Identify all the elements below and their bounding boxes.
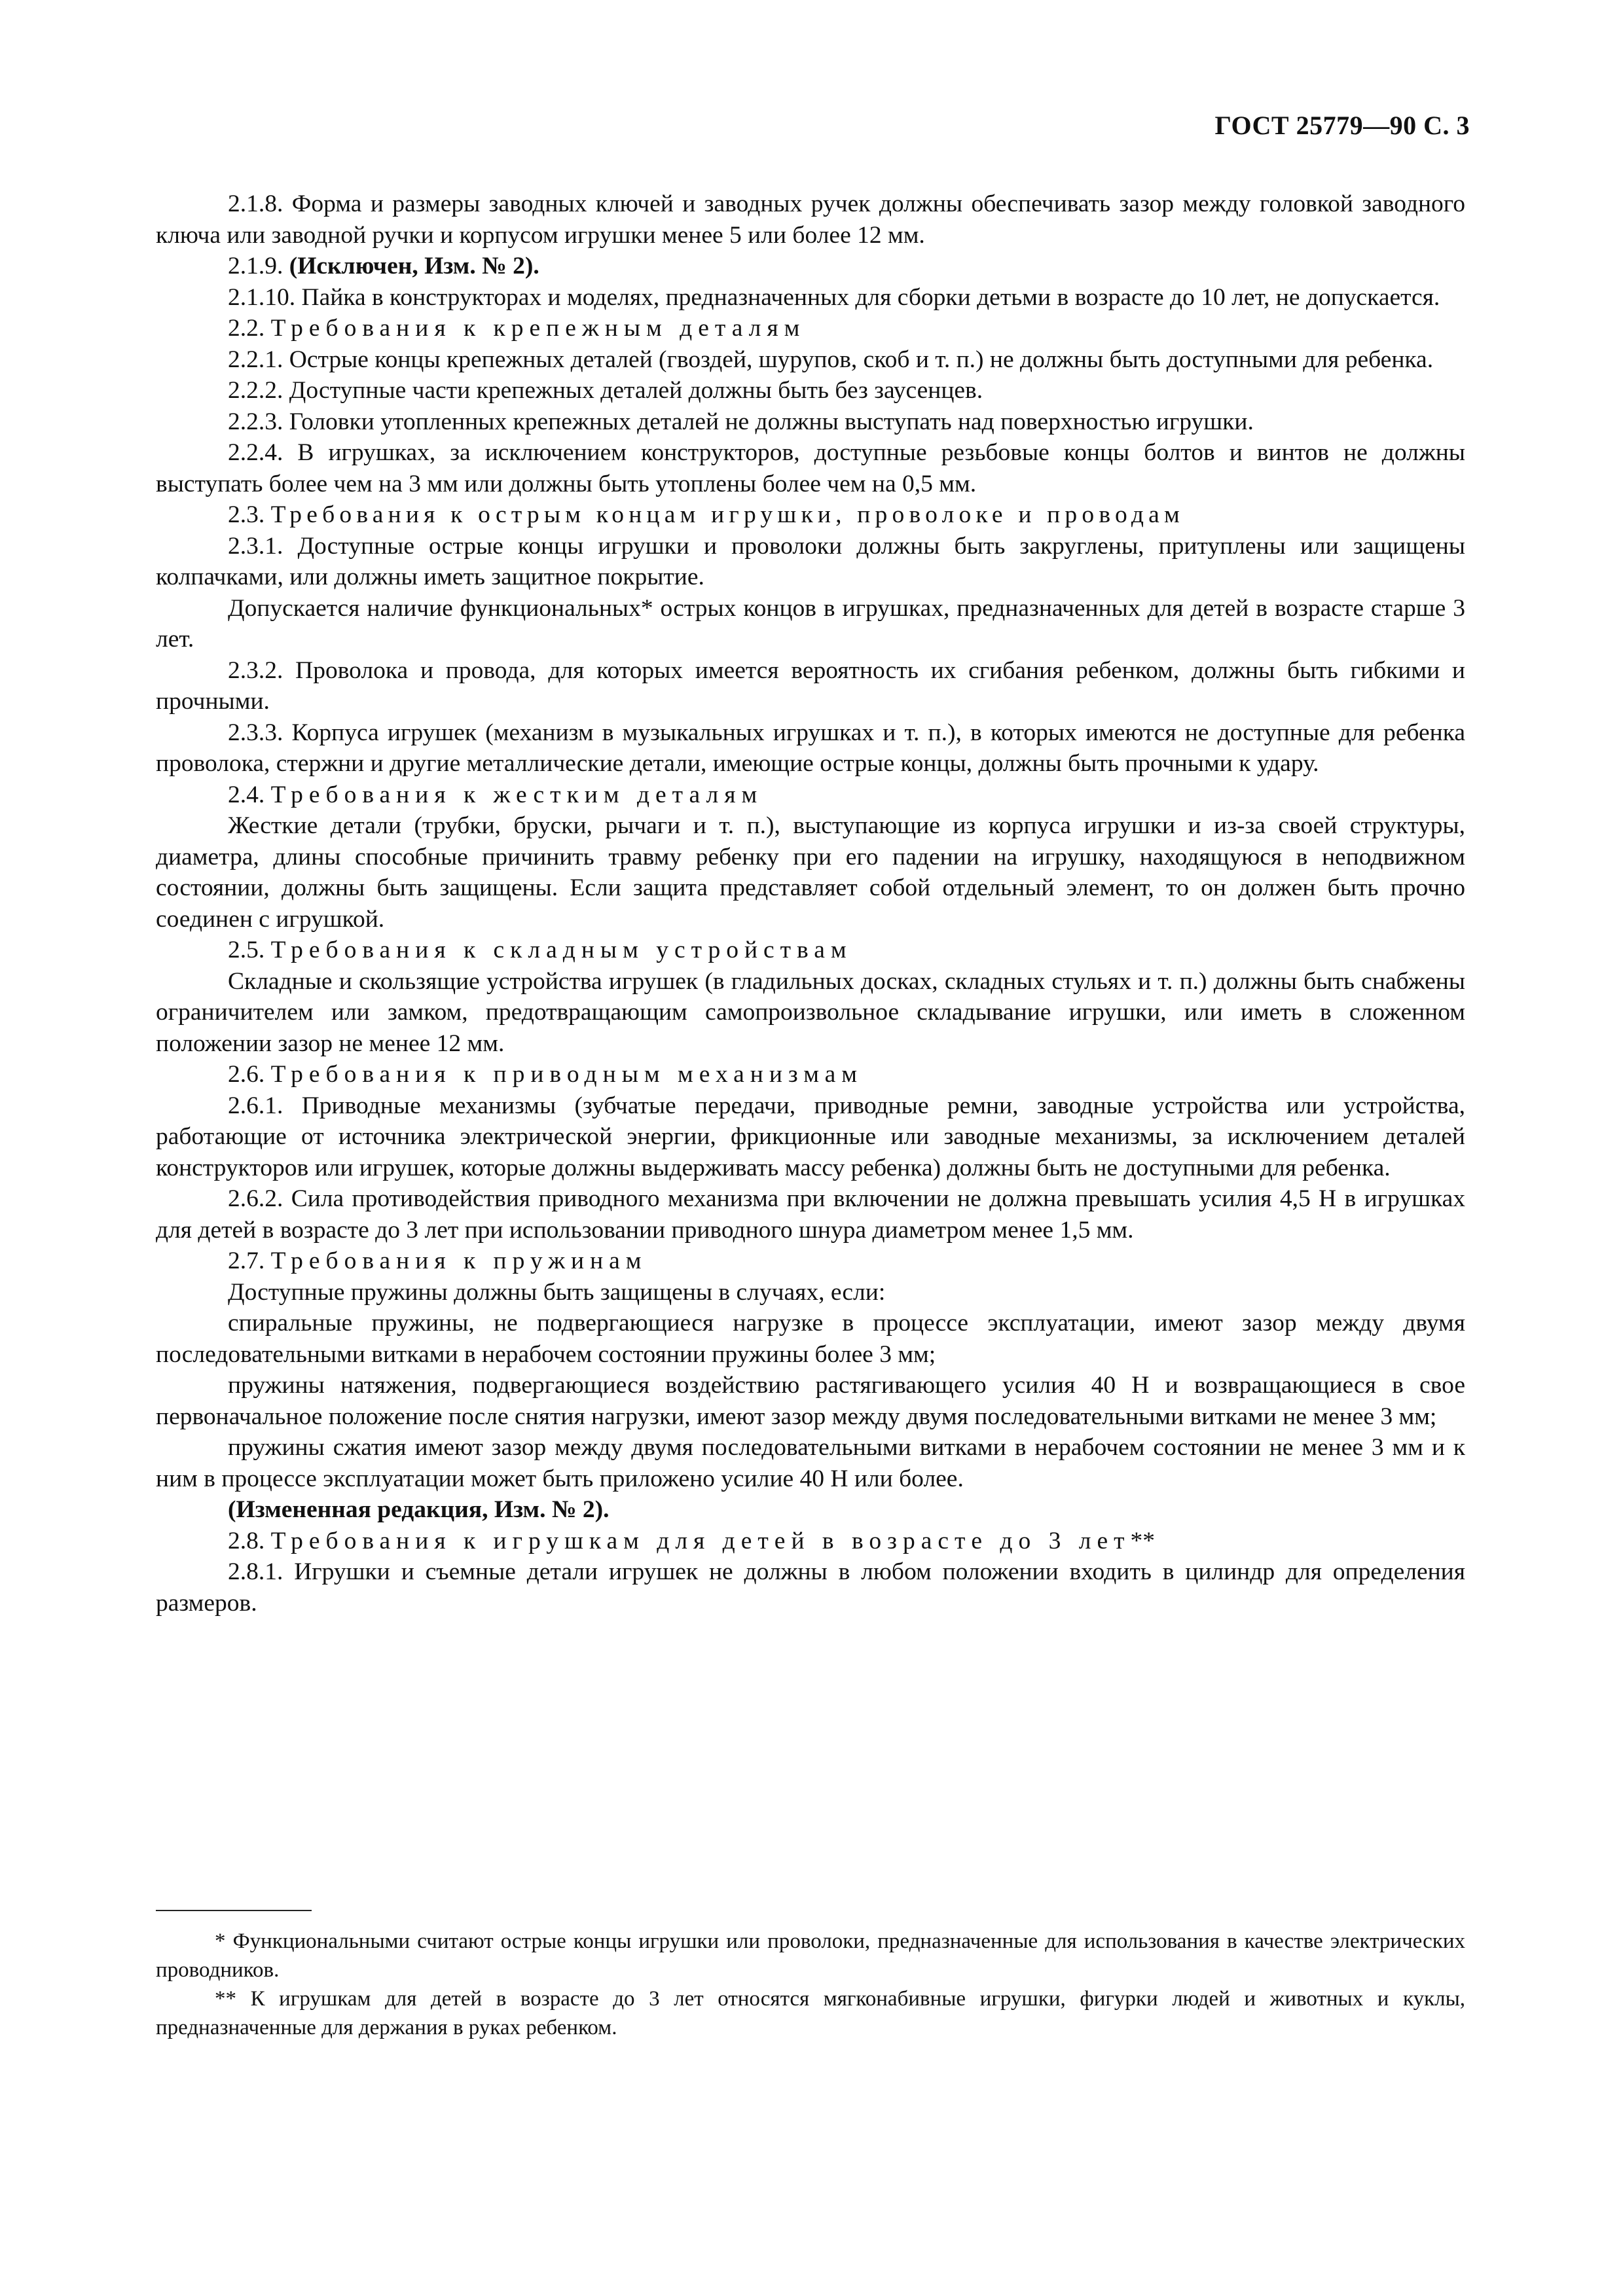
section-heading-2-5 — [156, 935, 1465, 966]
section-number: 2.5. — [228, 937, 265, 963]
section-title: Требования к пружинам — [270, 1247, 647, 1274]
paragraph-2-1-9 — [156, 251, 1465, 282]
paragraph-2-3-2: 2.3.2. Проволока и провода, для которых имеется вероятность их сгибания ребенком, должны быть гибкими и прочными. — [156, 656, 1465, 715]
section-heading-2-3 — [156, 499, 1465, 531]
section-title: Требования к жестким деталям — [270, 781, 763, 808]
paragraph-2-6-1: 2.6.1. Приводные механизмы (зубчатые передачи, приводные ремни, заводные устройства или устройства, работающие от источника электрической энергии, фрикционные или заводные механизмы, за исключением деталей конструкторов или игрушек, которые должны выдерживать массу ребенка) должны быть не доступными для ребенка. — [156, 1092, 1465, 1181]
paragraph-2-2-4: 2.2.4. В игрушках, за исключением конструкторов, доступные резьбовые концы болтов и винтов не должны выступать более чем на 3 мм или должны быть утоплены более чем на 0,5 мм. — [156, 439, 1465, 497]
section-heading-2-2 — [156, 313, 1465, 344]
paragraph-2-1-8: 2.1.8. Форма и размеры заводных ключей и заводных ручек должны обеспечивать зазор между головкой заводного ключа или заводной ручки и корпусом игрушки менее 5 или более 12 мм. — [156, 190, 1465, 249]
change-note — [156, 1494, 1465, 1526]
footnote-mark: ** — [1130, 1527, 1156, 1554]
footnote-2: ** К игрушкам для детей в возрасте до 3 лет относятся мягконабивные игрушки, фигурки людей и животных и куклы, предназначенные для держания в руках ребенком. — [156, 1987, 1465, 2039]
paragraph-2-2-2: 2.2.2. Доступные части крепежных деталей должны быть без заусенцев. — [228, 377, 983, 404]
section-title: Требования к игрушкам для детей в возрасте до 3 лет — [270, 1527, 1131, 1554]
paragraph-2-2-1: 2.2.1. Острые концы крепежных деталей (гвоздей, шурупов, скоб и т. п.) не должны быть доступными для ребенка. — [228, 346, 1434, 373]
paragraph-2-4: Жесткие детали (трубки, бруски, рычаги и т. п.), выступающие из корпуса игрушки и из-за своей структуры, диаметра, длины способные причинить травму ребенку при его падении на игрушку, находящуюся в неподвижном состоянии, должны быть защищены. Если защита представляет собой отдельный элемент, то он должен быть прочно соединен с игрушкой. — [156, 812, 1465, 933]
section-number: 2.6. — [228, 1061, 265, 1088]
footnote-1: * Функциональными считают острые концы игрушки или проволоки, предназначенные для использования в качестве электрических проводников. — [156, 1929, 1465, 1982]
paragraph-2-2-3: 2.2.3. Головки утопленных крепежных деталей не должны выступать над поверхностью игрушки. — [228, 408, 1254, 435]
paragraph-2-3-3: 2.3.3. Корпуса игрушек (механизм в музыкальных игрушках и т. п.), в которых имеются не доступные для ребенка проволока, стержни и другие металлические детали, имеющие острые концы, должны быть прочными к удару. — [156, 719, 1465, 777]
paragraph-2-8-1: 2.8.1. Игрушки и съемные детали игрушек не должны в любом положении входить в цилиндр для определения размеров. — [156, 1558, 1465, 1617]
change-note-text: (Измененная редакция, Изм. № 2). — [228, 1496, 610, 1523]
footnotes — [156, 1927, 1465, 2042]
section-number: 2.7. — [228, 1247, 265, 1274]
document-body — [156, 188, 1465, 1619]
paragraph-2-5: Складные и скользящие устройства игрушек (в гладильных досках, складных стульях и т. п.) должны быть снабжены ограничителем или замком, предотвращающим самопроизвольное складывание игрушки, или иметь в сложенном положении зазор не менее 12 мм. — [156, 967, 1465, 1057]
paragraph-2-3-1: 2.3.1. Доступные острые концы игрушки и проволоки должны быть закруглены, притуплены или защищены колпачками, или должны иметь защитное покрытие. — [156, 532, 1465, 590]
footnote-divider — [156, 1910, 312, 1911]
section-heading-2-6 — [156, 1059, 1465, 1090]
section-title: Требования к складным устройствам — [270, 937, 852, 963]
section-number: 2.8. — [228, 1527, 265, 1554]
paragraph-2-3-1-note: Допускается наличие функциональных* острых концов в игрушках, предназначенных для детей в возрасте старше 3 лет. — [156, 594, 1465, 653]
section-heading-2-8 — [156, 1526, 1465, 1557]
excluded-note: (Исключен, Изм. № 2). — [289, 253, 539, 279]
section-title: Требования к приводным механизмам — [270, 1061, 864, 1088]
section-title: Требования к острым концам игрушки, проволоке и проводам — [270, 501, 1184, 528]
paragraph-2-7: Доступные пружины должны быть защищены в случаях, если: — [228, 1278, 886, 1306]
section-number: 2.2. — [228, 315, 265, 342]
section-number: 2.4. — [228, 781, 265, 808]
section-heading-2-7 — [156, 1246, 1465, 1277]
section-title: Требования к крепежным деталям — [270, 315, 806, 342]
section-heading-2-4 — [156, 780, 1465, 811]
paragraph-2-7-spiral: спиральные пружины, не подвергающиеся нагрузке в процессе эксплуатации, имеют зазор между двумя последовательными витками в нерабочем состоянии пружины более 3 мм; — [156, 1310, 1465, 1368]
paragraph-2-7-tension: пружины натяжения, подвергающиеся воздействию растягивающего усилия 40 Н и возвращающиеся в свое первоначальное положение после снятия нагрузки, имеют зазор между двумя последовательными витками не менее 3 мм; — [156, 1372, 1465, 1430]
paragraph-2-1-10: 2.1.10. Пайка в конструкторах и моделях, предназначенных для сборки детьми в возрасте до 10 лет, не допускается. — [228, 283, 1440, 311]
page-header: ГОСТ 25779—90 С. 3 — [1214, 111, 1470, 140]
section-number: 2.3. — [228, 501, 265, 528]
paragraph-2-7-compression: пружины сжатия имеют зазор между двумя последовательными витками в нерабочем состоянии не менее 3 мм и к ним в процессе эксплуатации может быть приложено усилие 40 Н или более. — [156, 1434, 1465, 1492]
paragraph-2-6-2: 2.6.2. Сила противодействия приводного механизма при включении не должна превышать усилия 4,5 Н в игрушках для детей в возрасте до 3 лет при использовании приводного шнура диаметром менее 1,5 мм. — [156, 1185, 1465, 1244]
paragraph-number: 2.1.9. — [228, 253, 283, 279]
